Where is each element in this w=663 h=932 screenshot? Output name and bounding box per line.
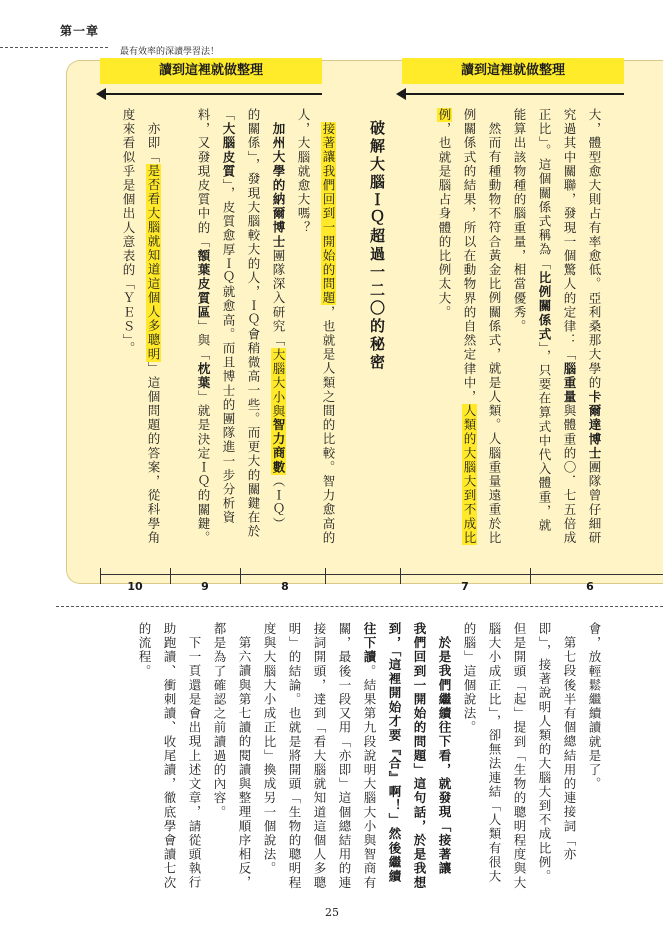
page-number: 25 (325, 906, 339, 919)
left-col-3: 加州大學的納爾博士團隊深入研究「大腦大小與智力商數（ＩＱ） (271, 122, 286, 531)
left-col-5: 「大腦皮質」，皮質愈厚ＩＱ就愈高。而且博士的團隊進一步分析資 (221, 108, 236, 525)
paragraph-number: 10 (127, 580, 143, 593)
gutter-tick (400, 568, 401, 584)
arrow-right-line (404, 93, 624, 95)
bottom-col-5: 腦大小成正比」，卻無法連結「人類有很大 (487, 622, 502, 884)
left-col-1: 接著讓我們回到一開始的問題，也就是人類之間的比較。智力愈高的 (321, 122, 336, 546)
gutter-tick (100, 568, 101, 584)
bottom-col-16: 都是為了確認之前讀過的內容。 (212, 622, 227, 820)
arrow-left-line (104, 93, 322, 95)
gutter-tick (170, 568, 171, 584)
paragraph-number: 8 (281, 580, 289, 593)
section-divider (56, 606, 663, 607)
right-col-3: 正比」。這個關係式稱為「比例關係式」，只要在算式中代入體重，就 (537, 108, 552, 533)
right-col-5: 然而有種動物不符合黃金比例關係式，就是人類。人腦重量遠重於比 (487, 122, 502, 545)
left-col-8: 度來看似乎是個出人意表的「ＹＥＳ」。 (121, 108, 136, 356)
bottom-col-2: 第七段後半有個總結用的連接詞「亦 (562, 636, 577, 862)
left-col-4: 的關係」，發現大腦較大的人，ＩＱ會稍微高一些。而更大的關鍵在於 (246, 108, 261, 539)
bottom-col-6: 的腦」這個說法。 (462, 622, 477, 735)
bottom-col-13: 明」的結論。也就是將開頭「生物的聰明程 (287, 622, 302, 890)
right-col-2: 究過其中關聯，發現一個驚人的定律：「腦重量與體重的〇．七五倍成 (562, 108, 577, 546)
right-col-4: 能算出該物種的腦重量，相當優秀。 (512, 108, 527, 334)
gutter-tick (530, 568, 531, 584)
bottom-col-18: 助跑讀、衝刺讀、收尾讀，徹底學會讀七次 (162, 622, 177, 890)
left-col-2: 人，大腦就愈大嗎？ (296, 108, 311, 235)
paragraph-number: 7 (461, 580, 469, 593)
bottom-col-3: 即」，接著說明人類的大腦大到不成比例。 (537, 622, 552, 884)
banner-right: 讀到這裡就做整理 (402, 58, 624, 84)
paragraph-number: 6 (586, 580, 594, 593)
bottom-col-8: 我們回到一開始的問題」這句話，於是我想 (412, 622, 427, 890)
banner-left: 讀到這裡就做整理 (100, 58, 322, 84)
bottom-col-9: 到，「這裡開始才要『合』啊！」然後繼續 (387, 622, 402, 884)
bottom-col-19: 的流程。 (137, 622, 152, 679)
book-subtitle: 最有效率的深讀學習法！ (120, 47, 220, 57)
left-col-6: 料，又發現皮質中的「額葉皮質區」與「枕葉」就是決定ＩＱ的關鍵。 (196, 108, 211, 546)
header-divider (0, 47, 108, 48)
bottom-col-15: 第六讀與第七讀的閱讀與整理順序相反， (237, 636, 252, 890)
section-heading: 破解大腦ＩＱ超過一二〇的秘密 (368, 120, 386, 372)
bottom-col-12: 接詞開頭，達到「看大腦就知道這個人多聰 (312, 622, 327, 890)
right-col-1: 大，體型愈大則占有率愈低。亞利桑那大學的卡爾達博士團隊曾仔細研 (587, 108, 602, 546)
right-col-6: 例關係式的結果，所以在動物界的自然定律中，人類的大腦大到不成比 (462, 108, 477, 546)
bottom-col-17: 下一頁還是會出現上述文章，請從頭執行 (187, 636, 202, 890)
bottom-col-10: 往下讀。結果第九段說明大腦大小與智商有 (362, 622, 377, 890)
gutter-tick (240, 568, 241, 584)
bottom-col-4: 但是開頭「起」提到「生物的聰明程度與大 (512, 622, 527, 890)
gutter-line (100, 574, 663, 575)
right-col-7: 例，也就是腦占身體的比例太大。 (437, 108, 452, 320)
bottom-col-14: 度與大腦大小成正比」換成另一個說法。 (262, 622, 277, 876)
bottom-col-1: 會，放輕鬆繼續讀就是了。 (587, 622, 602, 792)
arrow-right-icon (396, 88, 406, 100)
gutter-tick (325, 568, 326, 584)
bottom-col-7: 於是我們繼續往下看，就發現「接著讓 (437, 636, 452, 876)
chapter-label: 第一章 (60, 24, 100, 38)
paragraph-number: 9 (201, 580, 209, 593)
bottom-col-11: 關，最後一段又用「亦即」這個總結用的連 (337, 622, 352, 890)
left-col-7: 亦即「是否看大腦就知道這個人多聰明」這個問題的答案，從科學角 (146, 122, 161, 546)
arrow-left-icon (96, 88, 106, 100)
